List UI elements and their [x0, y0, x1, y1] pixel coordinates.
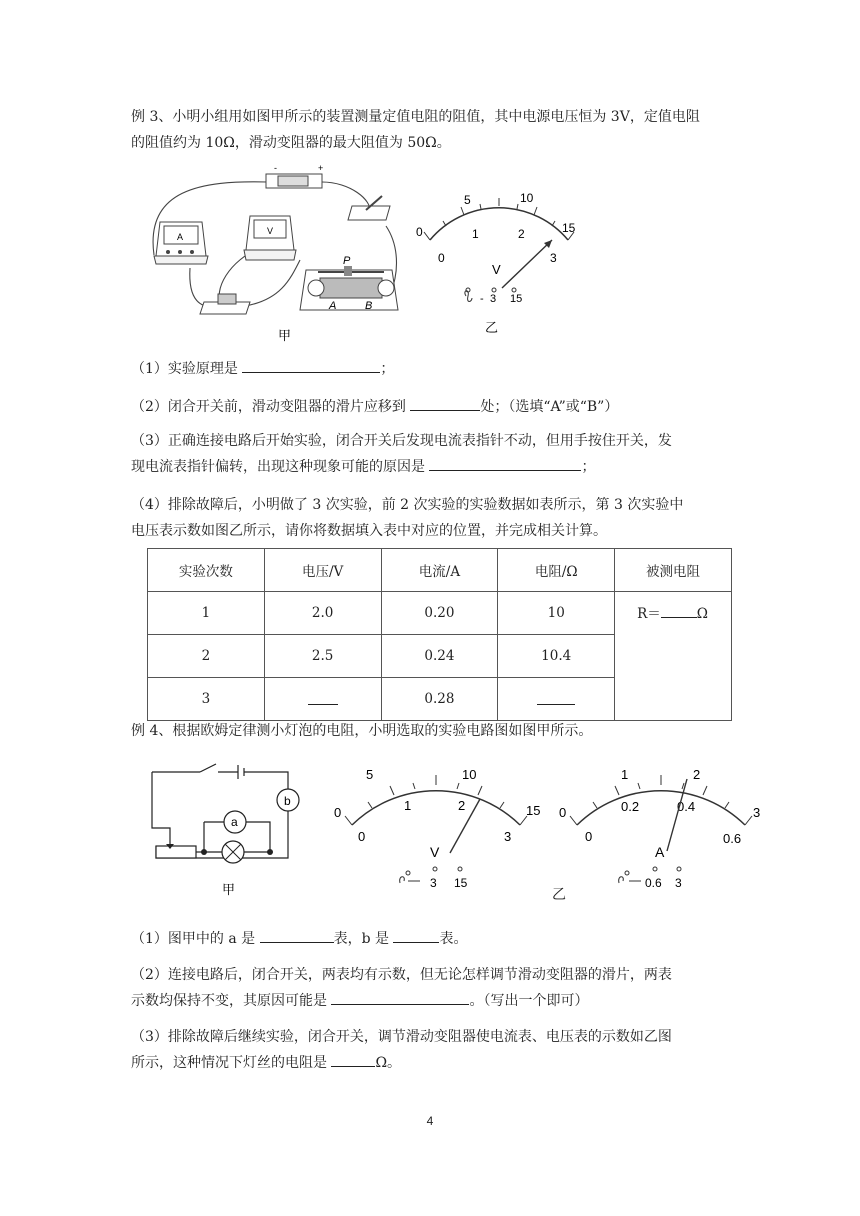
table-header-row	[148, 549, 732, 592]
ex4-vdial-bottom-0: 0	[358, 829, 366, 844]
battery-minus-label: -	[274, 163, 277, 173]
ex3-dial-top-0: 0	[416, 225, 423, 239]
ex3-q1-text: （1）实验原理是	[131, 361, 243, 377]
table-header: 电流/A	[381, 549, 498, 592]
rheostat-B-label: B	[365, 300, 373, 312]
ex4-vdial-top-3: 15	[526, 803, 541, 818]
ex3-dial-bottom-2: 2	[518, 227, 525, 241]
table-cell: 1	[148, 592, 265, 635]
ex4-adial-top-2: 2	[693, 767, 701, 782]
table-cell: 2.0	[264, 592, 381, 635]
voltmeter-device	[244, 216, 296, 260]
ex3-q4-line2: 电压表示数如图乙所示，请你将数据填入表中对应的位置，并完成相关计算。	[131, 523, 607, 539]
ex3-fig-jia-label: 甲	[278, 328, 292, 343]
table-cell: 3	[148, 678, 265, 721]
ex4-vdial-top-2: 10	[462, 767, 477, 782]
ex3-voltmeter-dial	[410, 190, 590, 340]
ex4-adial-term-3: 3	[675, 876, 682, 890]
ex4-q1-text-a: （1）图甲中的 a 是	[131, 931, 260, 947]
ex4-adial-term-06: 0.6	[645, 876, 662, 890]
ex3-q3-blank[interactable]	[429, 456, 581, 471]
ex3-q1-blank[interactable]	[242, 358, 380, 373]
ex3-q1	[131, 356, 731, 382]
ammeter-device	[154, 222, 208, 264]
table-header: 电压/V	[264, 549, 381, 592]
ex4-q1-blank-b[interactable]	[393, 928, 439, 943]
ex3-q3-line1: （3）正确连接电路后开始实验，闭合开关后发现电流表指针不动，但用手按住开关，发	[131, 433, 672, 449]
ex3-q1-suffix: ；	[380, 361, 395, 377]
ex4-q2-line2: 示数均保持不变，其原因可能是	[131, 993, 332, 1009]
table-cell: 0.24	[381, 635, 498, 678]
ex4-circuit-diagram	[140, 760, 310, 900]
table-cell: 0.20	[381, 592, 498, 635]
ex4-ammeter-dial	[555, 765, 770, 915]
table-cell-blank[interactable]	[264, 678, 381, 721]
ex4-intro-line: 例 4、根据欧姆定律测小灯泡的电阻，小明选取的实验电路图如图甲所示。	[131, 723, 593, 739]
ex4-adial-bottom-1: 0.2	[621, 799, 640, 814]
data-table	[147, 548, 732, 721]
ex4-vdial-letter: V	[430, 844, 440, 860]
ex4-q2-suffix: 。（写出一个即可）	[469, 993, 589, 1009]
ex4-adial-top-3: 3	[753, 805, 761, 820]
ex4-vdial-top-0: 0	[334, 805, 342, 820]
r-prefix: R＝	[637, 606, 661, 622]
ex3-intro	[131, 104, 731, 156]
ex4-vdial-top-1: 5	[366, 767, 374, 782]
ex4-adial-letter: A	[655, 844, 665, 860]
ex4-voltmeter-dial	[330, 765, 550, 905]
ex4-vdial-term-3: 3	[430, 876, 437, 890]
ex4-q1-end: 表。	[439, 931, 468, 947]
ex4-q3	[131, 1024, 731, 1076]
table-cell: 10.4	[498, 635, 615, 678]
table-header: 实验次数	[148, 549, 265, 592]
svg-text:-: -	[480, 293, 484, 305]
meter-a-label: a	[231, 815, 238, 829]
ex4-q1-text-b: 表，b 是	[333, 931, 394, 947]
table-cell: 10	[498, 592, 615, 635]
table-row	[148, 592, 732, 635]
ex4-adial-bottom-3: 0.6	[723, 831, 742, 846]
page-number: 4	[426, 1114, 434, 1128]
ex3-circuit-figure	[140, 160, 410, 345]
ex4-q1-blank-a[interactable]	[260, 928, 334, 943]
ex4-q2-blank[interactable]	[331, 990, 469, 1005]
table-cell: 2.5	[264, 635, 381, 678]
ex3-dial-term-15: 15	[510, 293, 523, 305]
ex3-dial-term-3: 3	[490, 293, 497, 305]
ex3-q3-line2: 现电流表指针偏转，出现这种现象可能的原因是	[131, 459, 430, 475]
ex4-vdial-term-15: 15	[454, 876, 468, 890]
ex4-adial-bottom-0: 0	[585, 829, 593, 844]
ex3-q3-suffix: ；	[581, 459, 596, 475]
ex3-dial-top-1: 5	[464, 193, 471, 207]
rheostat-device	[300, 255, 398, 312]
ex3-dial-top-2: 10	[520, 191, 534, 205]
ex3-intro-line1: 例 3、小明小组用如图甲所示的装置测量定值电阻的阻值，其中电源电压恒为 3V，定值电阻	[131, 109, 700, 125]
ex3-intro-line2: 的阻值约为 10Ω，滑动变阻器的最大阻值为 50Ω。	[131, 135, 451, 151]
ex4-vdial-bottom-2: 2	[458, 798, 466, 813]
meter-b-label: b	[284, 794, 291, 808]
ex4-adial-top-0: 0	[559, 805, 567, 820]
r-blank[interactable]	[661, 603, 697, 618]
ex3-q2	[131, 394, 731, 420]
table-cell-blank[interactable]	[498, 678, 615, 721]
ex3-dial-bottom-0: 0	[438, 251, 445, 265]
ex4-q3-line1: （3）排除故障后继续实验，闭合开关，调节滑动变阻器使电流表、电压表的示数如乙图	[131, 1029, 672, 1045]
ex4-adial-bottom-2: 0.4	[677, 799, 696, 814]
ex3-q2-suffix: 处；（选填“A”或“B”）	[480, 399, 619, 415]
ex4-fig-jia-label: 甲	[222, 882, 236, 897]
ex3-dial-bottom-3: 3	[550, 251, 557, 265]
ex4-q3-suffix: Ω。	[375, 1055, 402, 1071]
ammeter-letter: A	[177, 232, 184, 242]
ex3-q2-text: （2）闭合开关前，滑动变阻器的滑片应移到	[131, 399, 411, 415]
ex3-dial-top-3: 15	[562, 221, 576, 235]
ex4-q1	[131, 926, 731, 952]
ex4-intro	[131, 718, 731, 744]
table-cell: 0.28	[381, 678, 498, 721]
r-suffix: Ω	[696, 606, 708, 622]
ex4-q2-line1: （2）连接电路后，闭合开关，两表均有示数，但无论怎样调节滑动变阻器的滑片，两表	[131, 967, 672, 983]
ex3-q4	[131, 492, 731, 544]
rheostat-A-label: A	[329, 300, 337, 312]
ex3-q3	[131, 428, 731, 480]
ex3-dial-bottom-1: 1	[472, 227, 479, 241]
table-header: 被测电阻	[615, 549, 732, 592]
ex3-fig-yi-label: 乙	[485, 320, 499, 335]
table-header: 电阻/Ω	[498, 549, 615, 592]
rheostat-P-label: P	[343, 255, 351, 267]
ex3-q4-line1: （4）排除故障后，小明做了 3 次实验，前 2 次实验的实验数据如表所示，第 3 次实验中	[131, 497, 684, 513]
ex4-q2	[131, 962, 731, 1014]
voltmeter-letter: V	[267, 226, 274, 236]
ex4-vdial-bottom-3: 3	[504, 829, 512, 844]
ex3-dial-needle	[502, 240, 552, 288]
ex3-dial-letter: V	[492, 262, 501, 277]
ex4-vdial-bottom-1: 1	[404, 798, 412, 813]
ex4-q3-blank[interactable]	[331, 1052, 375, 1067]
lamp-icon	[222, 841, 244, 863]
measured-resistance-cell	[615, 592, 732, 721]
ex3-q2-blank[interactable]	[410, 396, 480, 411]
ex4-q3-line2: 所示，这种情况下灯丝的电阻是	[131, 1055, 332, 1071]
ex4-adial-top-1: 1	[621, 767, 629, 782]
battery-plus-label: +	[318, 163, 324, 173]
ex4-adial-needle	[667, 779, 687, 851]
table-cell: 2	[148, 635, 265, 678]
ex4-fig-yi-label: 乙	[552, 887, 566, 903]
